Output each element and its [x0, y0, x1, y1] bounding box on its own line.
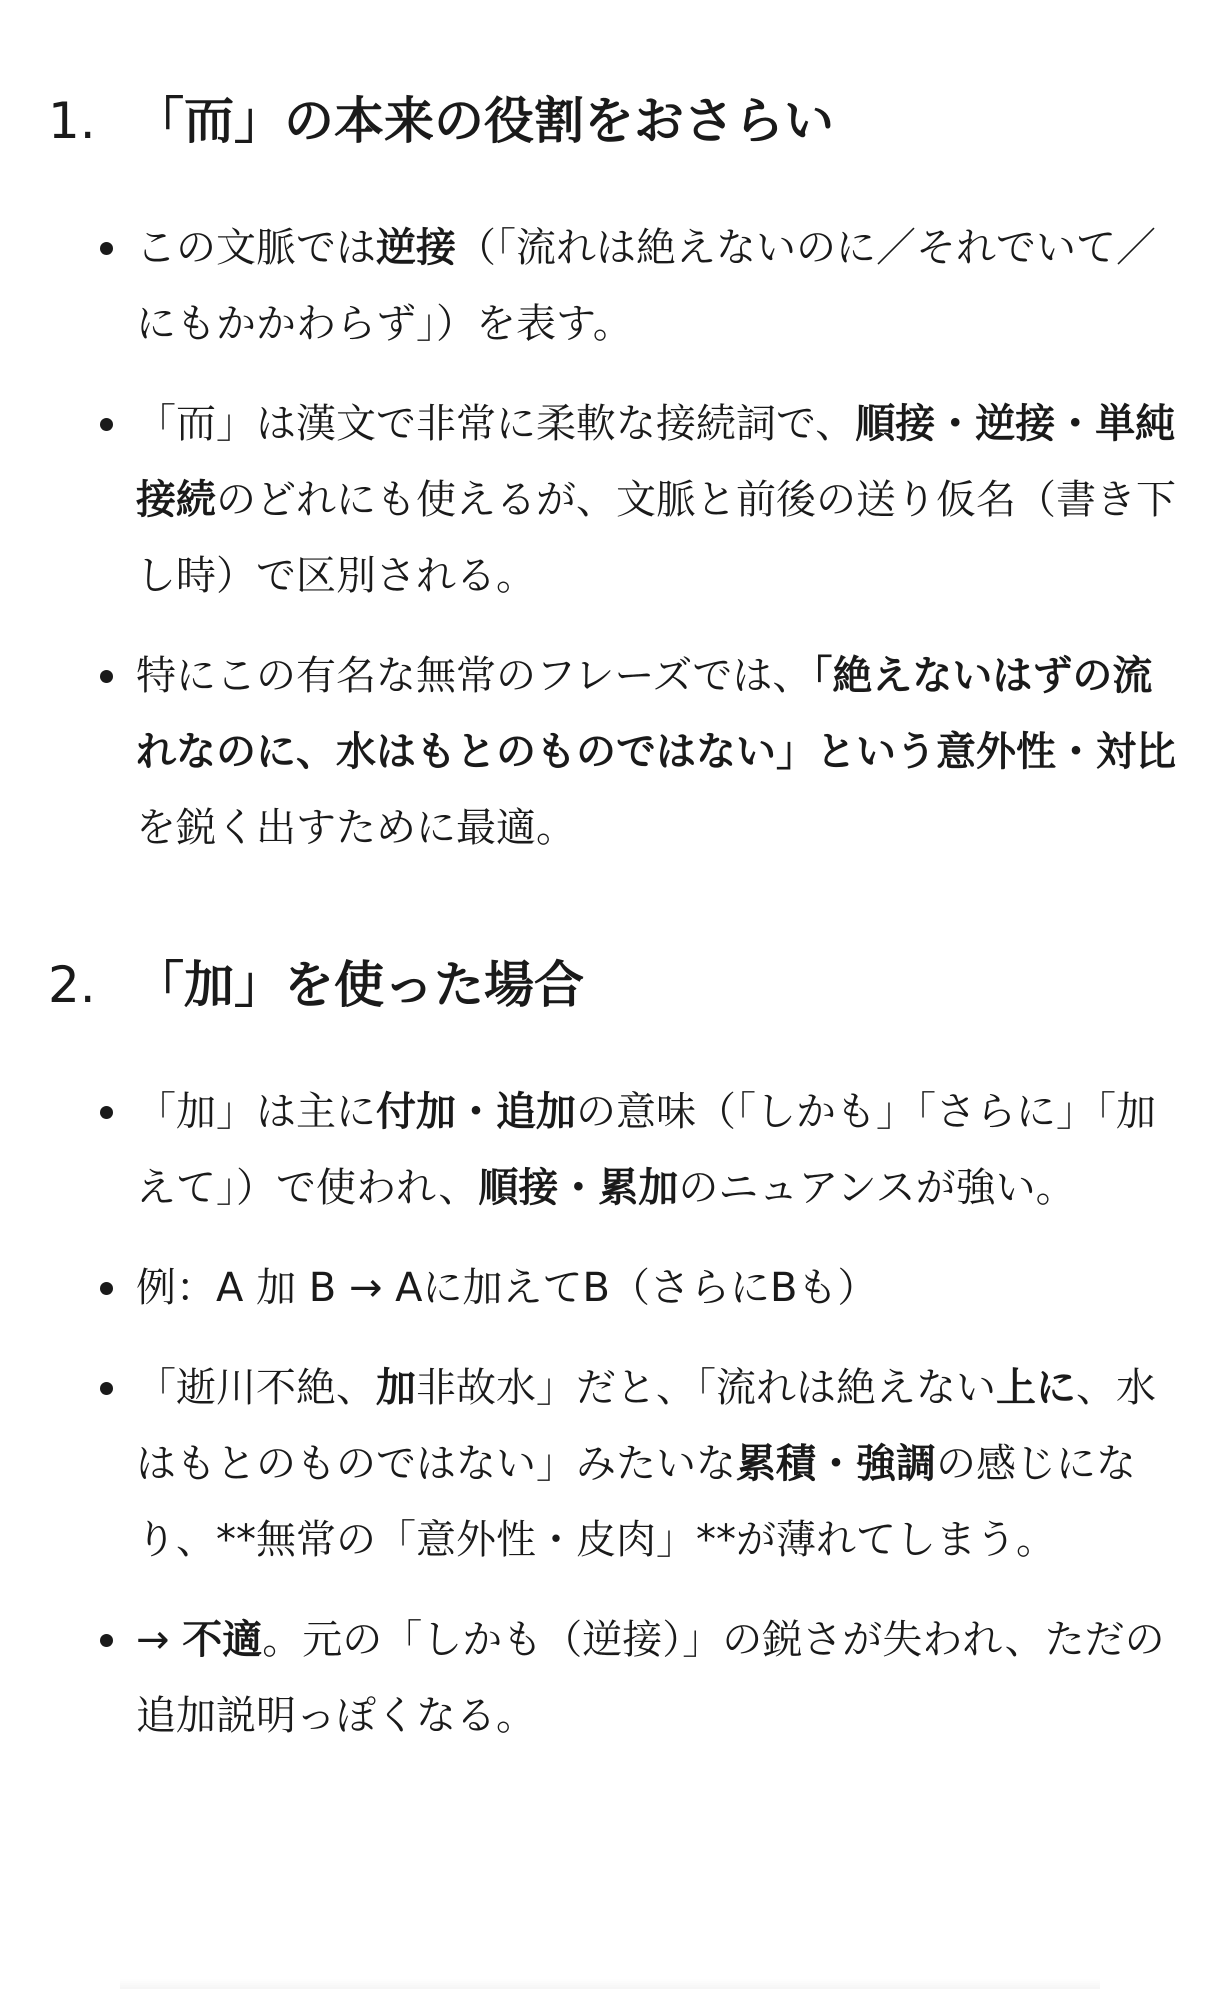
text-run: の意味（「しかも」「さらに」「加えて」）で使われ、 — [136, 1089, 1156, 1211]
list-item — [48, 1602, 1178, 1754]
text-run: 。元の「しかも（逆接）」の鋭さが失われ、ただの追加説明っぽくなる。 — [136, 1617, 1165, 1739]
list-item — [48, 210, 1178, 362]
bullet-dot-icon — [100, 1106, 113, 1119]
bullet-list — [48, 210, 1178, 866]
list-item — [48, 386, 1178, 614]
bullet-dot-icon — [100, 1382, 113, 1395]
text-run: 「而」は漢文で非常に柔軟な接続詞で、 — [136, 401, 856, 447]
bullet-dot-icon — [100, 418, 113, 431]
section-title: 「而」の本来の役割をおさらい — [134, 92, 834, 150]
text-run: 非故水」だと、「流れは絶えない — [416, 1365, 996, 1411]
list-item — [48, 1250, 1178, 1326]
bold-text-run: 加 — [376, 1365, 416, 1411]
text-run: 例：A 加 B → Aに加えてB（さらにBも） — [136, 1265, 878, 1311]
bold-text-run: 付加・追加 — [376, 1089, 576, 1135]
text-run: の感じになり、**無常の「意外性・皮肉」**が薄れてしまう。 — [136, 1441, 1136, 1563]
bold-text-run: 順接・逆接・単純接続 — [136, 401, 1176, 523]
text-run: → — [136, 1617, 183, 1663]
bullet-dot-icon — [100, 670, 113, 683]
bold-text-run: 逆接 — [376, 225, 456, 271]
bullet-dot-icon — [100, 1282, 113, 1295]
bullet-dot-icon — [100, 1634, 113, 1647]
bold-text-run: 上に — [996, 1365, 1076, 1411]
text-run: 「逝川不絶、 — [136, 1365, 376, 1411]
section-heading — [48, 950, 1178, 1020]
text-run: 、水はもとのものではない」みたいな — [136, 1365, 1156, 1487]
section-title: 「加」を使った場合 — [134, 956, 584, 1014]
list-item — [48, 1350, 1178, 1578]
bold-text-run: 累積・強調 — [736, 1441, 936, 1487]
text-run: 「加」は主に — [136, 1089, 376, 1135]
bold-text-run: 「絶えないはずの流れなのに、水はもとのものではない」という意外性・対比 — [136, 653, 1176, 775]
section-number: 1. — [48, 92, 96, 150]
bold-text-run: 順接・累加 — [478, 1165, 679, 1211]
text-run: のどれにも使えるが、文脈と前後の送り仮名（書き下し時）で区別される。 — [136, 477, 1176, 599]
bottom-fade — [120, 1979, 1100, 1989]
bullet-dot-icon — [100, 242, 113, 255]
text-run: 特にこの有名な無常のフレーズでは、 — [136, 653, 813, 699]
text-run: （「流れは絶えないのに／それでいて／にもかかわらず」）を表す。 — [136, 225, 1156, 347]
section-1 — [48, 86, 1178, 890]
section-number: 2. — [48, 956, 96, 1014]
bold-text-run: 不適 — [182, 1617, 263, 1663]
bullet-list — [48, 1074, 1178, 1754]
list-item — [48, 638, 1178, 866]
list-item — [48, 1074, 1178, 1226]
text-run: のニュアンスが強い。 — [678, 1165, 1076, 1211]
section-heading — [48, 86, 1178, 156]
text-run: を鋭く出すために最適。 — [136, 805, 576, 851]
text-run: この文脈では — [136, 225, 376, 271]
section-2 — [48, 950, 1178, 1778]
